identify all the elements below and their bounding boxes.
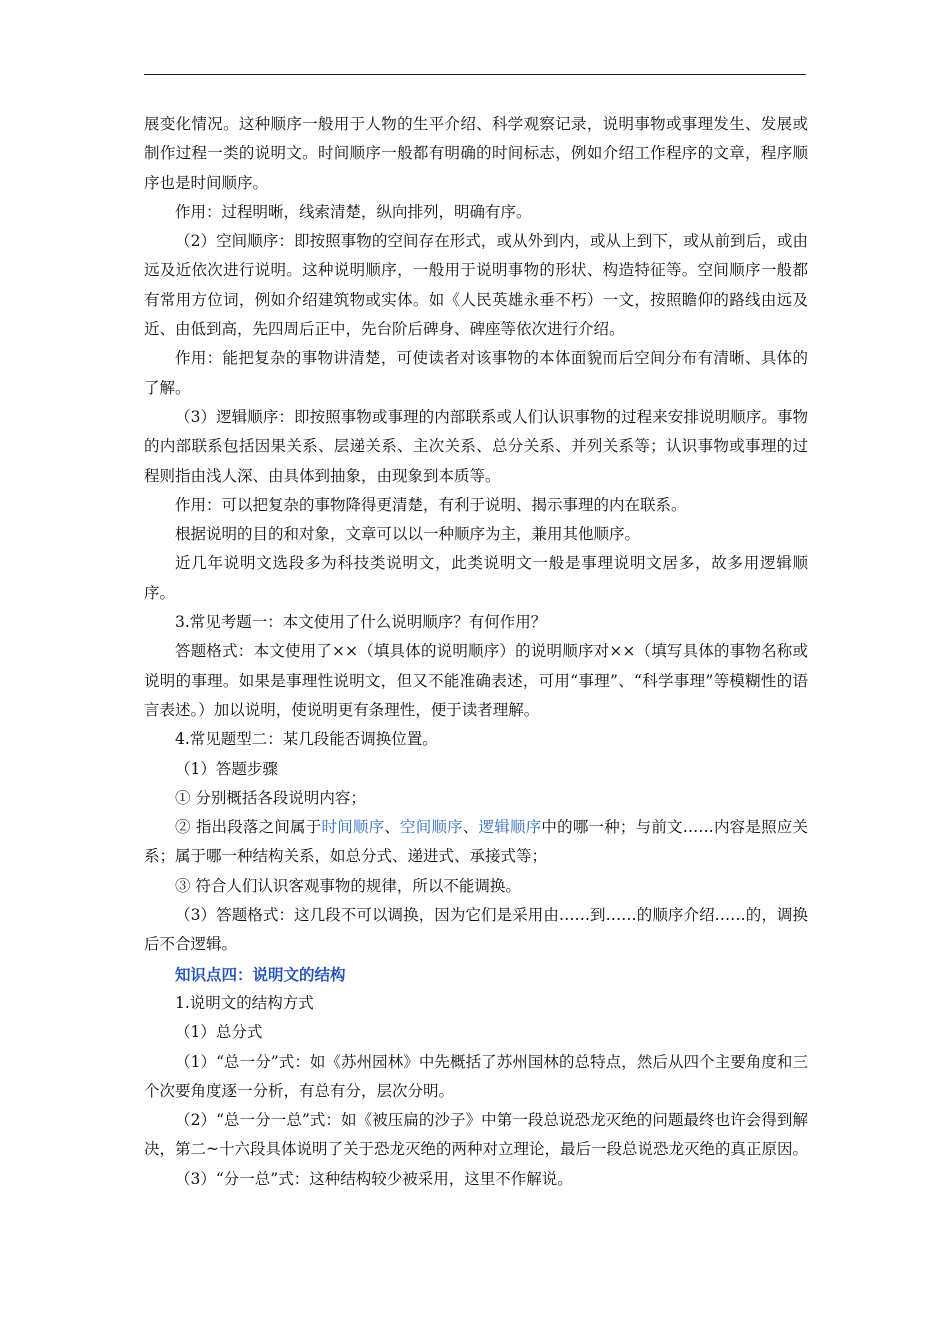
question-two: 4.常见题型二：某几段能否调换位置。: [175, 730, 438, 749]
term-separator: 、: [384, 818, 401, 837]
paragraph-logic-order: （3）逻辑顺序：即按照事物或事理的内部联系或人们认识事物的过程来安排说明顺序。事物的内部联系包括因果关系、层递关系、主次关系、总分关系、并列关系等；认识事物或事理的过程则指由浅人深、由具体到抽象，由现象到本质等。: [144, 407, 808, 485]
paragraph-mixed-order: 根据说明的目的和对象，文章可以以一种顺序为主，兼用其他顺序。: [175, 525, 641, 544]
answer-format-one: 答题格式：本文使用了××（填具体的说明顺序）的说明顺序对××（填写具体的事物名称或说明的事理。如果是事理性说明文，但又不能准确表述，可用“事理”、“科学事理”等模糊性的语言表述。）加以说明，使说明更有条理性，便于读者理解。: [144, 642, 808, 719]
term-logic-order: 逻辑顺序: [478, 818, 542, 837]
question-one: 3.常见考题一：本文使用了什么说明顺序？有何作用？: [175, 613, 547, 632]
step-one: ① 分别概括各段说明内容；: [175, 788, 366, 807]
total-split-heading: （1）总分式: [175, 1023, 263, 1042]
step-two-suffix: 中的哪一种；与前文……内容是照应关系；属于哪一种结构关系，如总分式、递进式、承接式等；: [144, 818, 808, 866]
total-split-example: （1）“总一分”式：如《苏州园林》中先概括了苏州国林的总特点，然后从四个主要角度和三个次要角度逐一分析，有总有分，层次分明。: [144, 1052, 808, 1100]
section-heading: 知识点四：说明文的结构: [175, 964, 346, 984]
header-rule: [144, 74, 806, 75]
paragraph-space-order-effect: 作用：能把复杂的事物讲清楚，可使读者对该事物的本体面貌而后空间分布有清晰、具体的了解。: [144, 349, 808, 397]
paragraph-logic-order-effect: 作用：可以把复杂的事物降得更清楚，有利于说明、揭示事理的内在联系。: [175, 495, 687, 514]
paragraph-time-order-effect: 作用：过程明晰，线索清楚，纵向排列，明确有序。: [175, 202, 532, 221]
term-separator: 、: [462, 818, 479, 837]
total-split-total-example: （2）“总一分一总”式：如《被压扁的沙子》中第一段总说恐龙灭绝的问题最终也许会得到解决，第二~十六段具体说明了关于恐龙灭绝的两种对立理论，最后一段总说恐龙灭绝的真正原因。: [144, 1111, 808, 1159]
step-two-prefix: ② 指出段落之间属于: [175, 818, 322, 837]
step-two: [144, 813, 808, 872]
answer-steps-heading: （1）答题步骤: [175, 759, 278, 778]
structure-methods-heading: 1.说明文的结构方式: [175, 993, 314, 1012]
paragraph-space-order: （2）空间顺序：即按照事物的空间存在形式，或从外到内，或从上到下，或从前到后，或由远及近依次进行说明。这种说明顺序，一般用于说明事物的形状、构造特征等。空间顺序一般都有常用方位词，例如介绍建筑物或实体。如《人民英雄永垂不朽）一文，按照瞻仰的路线由远及近、由低到高，先四周后正中，先台阶后碑身、碑座等依次进行介绍。: [144, 232, 808, 339]
answer-format-two: （3）答题格式：这几段不可以调换，因为它们是采用由……到……的顺序介绍……的，调换后不合逻辑。: [144, 906, 808, 954]
term-time-order: 时间顺序: [321, 818, 385, 837]
step-three: ③ 符合人们认识客观事物的规律，所以不能调换。: [175, 876, 521, 895]
term-space-order: 空间顺序: [400, 818, 463, 837]
paragraph-recent-years: 近几年说明文选段多为科技类说明文，此类说明文一般是事理说明文居多，故多用逻辑顺序。: [144, 554, 808, 602]
split-total-example: （3）“分一总”式：这种结构较少被采用，这里不作解说。: [175, 1169, 573, 1188]
document-body: [144, 110, 808, 1194]
paragraph-time-order-continued: 展变化情况。这种顺序一般用于人物的生平介绍、科学观察记录，说明事物或事理发生、发展或制作过程一类的说明文。时间顺序一般都有明确的时间标志，例如介绍工作程序的文章，程序顺序也是时间顺序。: [144, 115, 808, 192]
